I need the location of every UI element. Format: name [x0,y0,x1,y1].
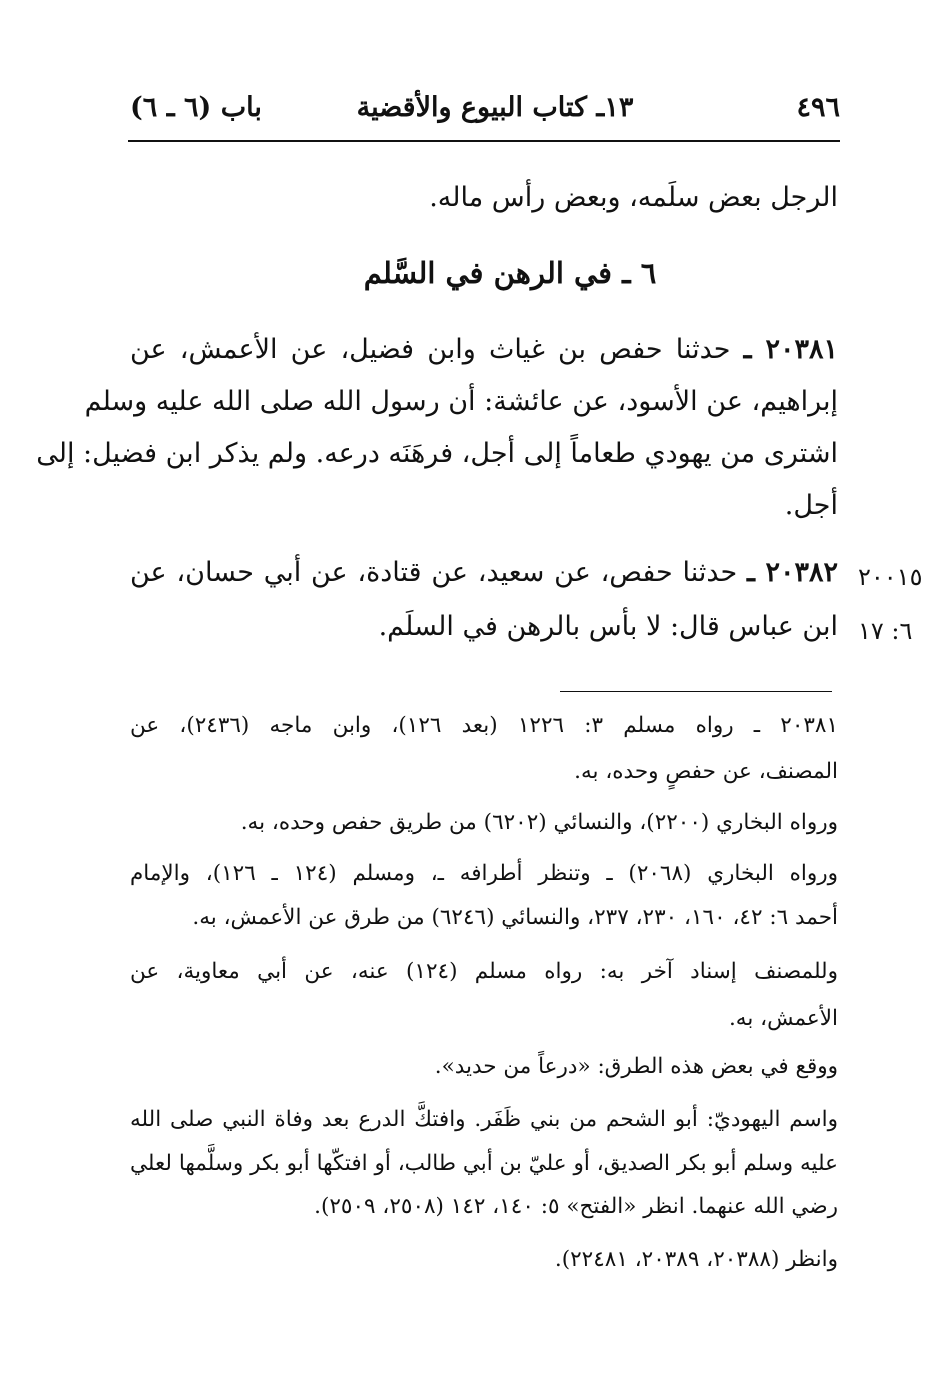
running-title: ١٣ـ كتاب البيوع والأقضية [356,92,634,123]
footnote-line: المصنف، عن حفصٍ وحده، به. [574,759,838,784]
footnote-line: عليه وسلم أبو بكر الصديق، أو عليّ بن أبي طالب، أو افتكّها أبو بكر وسلَّمها لعلي [130,1151,838,1176]
chapter-range: باب (٦ ـ ٦) [130,92,262,123]
section-heading: ٦ ـ في الرهن في السَّلم [363,256,657,290]
continuation-text: الرجل بعض سلَمه، وبعض رأس ماله. [429,182,838,213]
hadith-20382-line-1 [130,557,838,588]
footnote-line: الأعمش، به. [728,1006,838,1031]
footnote-line: ووقع في بعض هذه الطرق: «درعاً من حديد». [434,1054,838,1079]
hadith-text: حدثنا حفص، عن سعيد، عن قتادة، عن أبي حسان، عن [130,557,738,588]
hadith-20382-line-2: ابن عباس قال: لا بأس بالرهن في السلَم. [378,611,838,642]
hadith-number: ٢٠٣٨٢ ـ [747,557,839,588]
margin-reference-volume: ٦: ١٧ [858,617,913,645]
footnote-line: واسم اليهوديّ: أبو الشحم من بني ظَفَر. وافتكَّ الدرع بعد وفاة النبي صلى الله [130,1107,838,1132]
footnote-line: أحمد ٦: ٤٢، ١٦٠، ٢٣٠، ٢٣٧، والنسائي (٦٢٤٦) من طرق عن الأعمش، به. [192,905,838,930]
margin-reference-number: ٢٠٠١٥ [858,563,923,591]
footnote-line: وانظر (٢٠٣٨٨، ٢٠٣٨٩، ٢٢٤٨١). [554,1247,838,1272]
footnote-line: ورواه البخاري (٢٠٦٨) ـ وتنظر أطرافه ـ، ومسلم (١٢٤ ـ ١٢٦)، والإمام [130,861,839,886]
footnote-line: ورواه البخاري (٢٢٠٠)، والنسائي (٦٢٠٢) من طريق حفص وحده، به. [240,810,838,835]
hadith-number: ٢٠٣٨١ ـ [743,334,839,365]
page-number: ٤٩٦ [796,92,840,123]
hadith-20381-line-3: اشترى من يهودي طعاماً إلى أجل، فرهَنَه درعه. ولم يذكر ابن فضيل: إلى [36,438,838,469]
hadith-20381-line-4: أجل. [784,490,838,521]
footnote-line: رضي الله عنهما. انظر «الفتح» ٥: ١٤٠، ١٤٢ (٢٥٠٨، ٢٥٠٩). [314,1194,838,1219]
footnote-line: وللمصنف إسناد آخر به: رواه مسلم (١٢٤) عنه، عن أبي معاوية، عن [130,959,838,984]
header-rule [128,140,840,142]
hadith-text: حدثنا حفص بن غياث وابن فضيل، عن الأعمش، عن [130,334,731,365]
footnote-separator [560,691,832,692]
hadith-20381-line-1 [130,334,838,365]
footnote-line: ٢٠٣٨١ ـ رواه مسلم ٣: ١٢٢٦ (بعد ١٢٦)، وابن ماجه (٢٤٣٦)، عن [130,713,839,738]
hadith-20381-line-2: إبراهيم، عن الأسود، عن عائشة: أن رسول الله صلى الله عليه وسلم [84,386,838,417]
